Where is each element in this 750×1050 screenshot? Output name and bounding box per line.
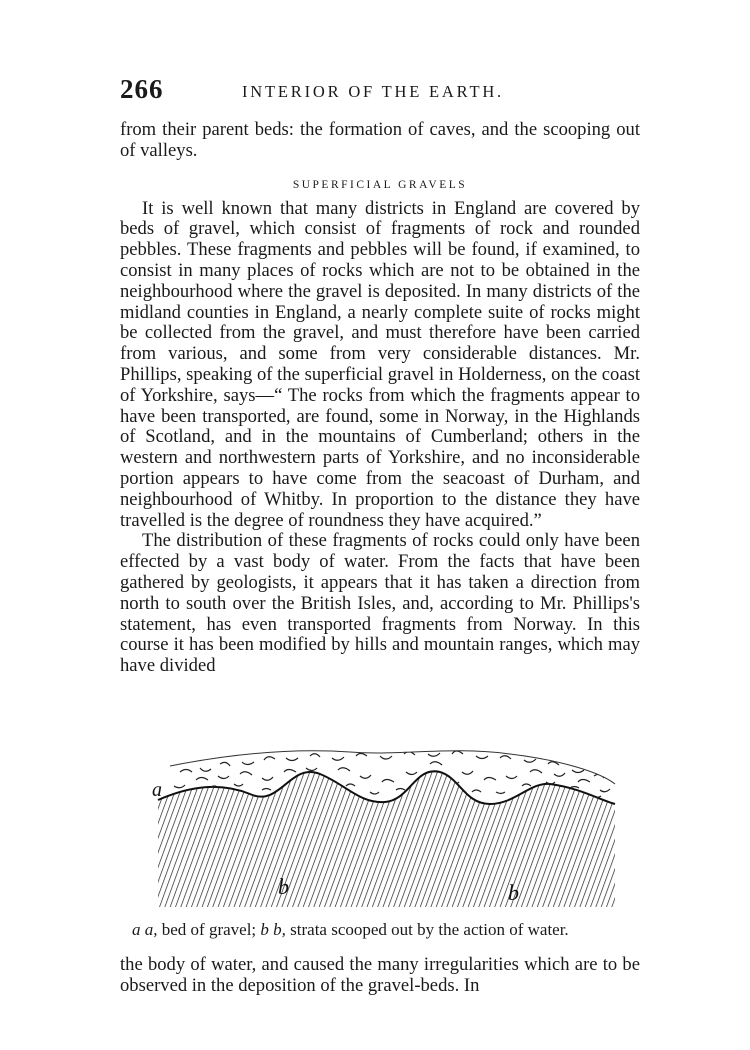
figure-label-b-right: b <box>508 880 519 905</box>
caption-label-b: b b, <box>260 920 286 939</box>
figure-label-b-left: b <box>278 874 289 899</box>
strata-illustration <box>150 742 620 912</box>
paragraph-distribution: The distribution of these fragments of rocks could only have been effected by a vast body of water. From the facts that have been gathered by geologists, it appears that it has taken a direction from north to south over the British Isles, and, according to Mr. Phillips's statement, has even transported fragments from Norway. In this course it has been modified by hills and mountain ranges, which may have divided <box>120 530 640 677</box>
figure-label-a: a <box>152 779 162 801</box>
gravel-top-line <box>170 751 615 784</box>
caption-label-a: a a, <box>132 920 158 939</box>
page-header <box>120 74 640 108</box>
running-head: INTERIOR OF THE EARTH. <box>242 82 504 101</box>
body-text-continued <box>120 955 640 997</box>
figure-caption <box>132 920 642 940</box>
section-heading: SUPERFICIAL GRAVELS <box>292 178 468 191</box>
gravel-strata-figure <box>150 742 620 912</box>
page-number: 266 <box>120 74 164 104</box>
paragraph-gravels: It is well known that many districts in England are covered by beds of gravel, which consist of fragments of rock and rounded pebbles. These fragments and pebbles will be found, if examined, to consist in many places of rocks which are not to be obtained in the neighbourhood where the gravel is deposited. In many districts of the midland counties in England, a nearly complete suite of rocks might be collected from the gravel, and must therefore have been carried from various, and some from very considerable distances. Mr. Phillips, speaking of the superficial gravel in Holderness, on the coast of Yorkshire, says—“ The rocks from which the fragments appear to have been transported, are found, some in Norway, in the Highlands of Scotland, and in the mountains of Cumberland; others in the western and northwestern parts of Yorkshire, and no inconsiderable portion appears to have come from the seacoast of Durham, and neighbourhood of Whitby. In proportion to the distance they have travelled is the degree of roundness they have acquired.” <box>120 197 640 531</box>
caption-text-b: strata scooped out by the action of water. <box>285 920 569 939</box>
body-text <box>120 120 640 677</box>
caption-text-a: bed of gravel; <box>157 920 261 939</box>
strata-layer <box>150 742 620 912</box>
paragraph-bottom: the body of water, and caused the many irregularities which are to be observed in the deposition of the gravel-beds. In <box>120 954 640 996</box>
paragraph-continuation: from their parent beds: the formation of caves, and the scooping out of valleys. <box>120 119 640 161</box>
